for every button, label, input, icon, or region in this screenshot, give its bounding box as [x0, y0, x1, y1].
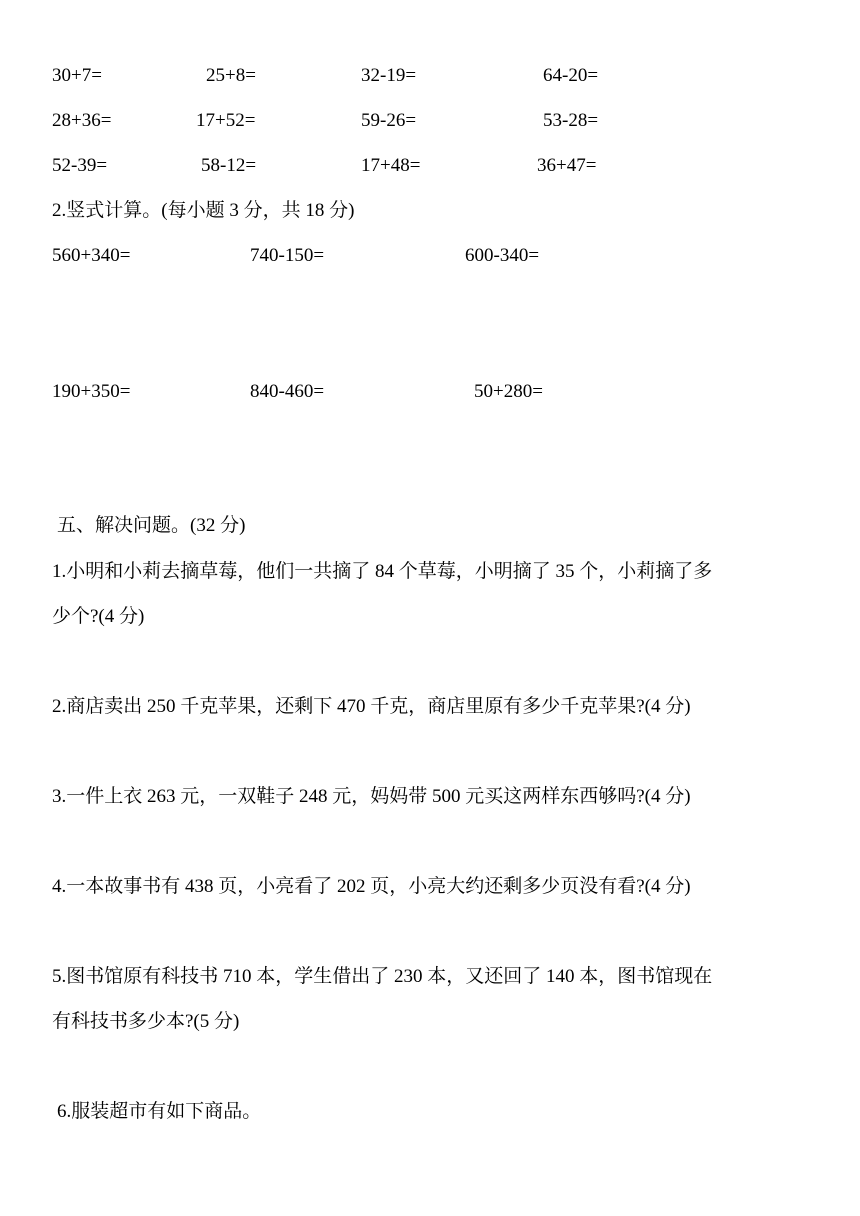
problem-1-line-2: 少个?(4 分) [52, 606, 145, 627]
section-heading: 五、解决问题。(32 分) [57, 515, 246, 536]
oral-calc-item: 25+8= [206, 65, 256, 86]
oral-calc-item: 32-19= [361, 65, 417, 86]
problem-4: 4.一本故事书有 438 页，小亮看了 202 页，小亮大约还剩多少页没有看?(4 分) [52, 876, 691, 897]
problem-5-line-1: 5.图书馆原有科技书 710 本，学生借出了 230 本，又还回了 140 本，图书馆现在 [52, 966, 713, 987]
vertical-calc-item: 190+350= [52, 381, 131, 402]
oral-calc-item: 17+52= [196, 110, 256, 131]
vertical-calc-item: 50+280= [474, 381, 543, 402]
oral-calc-item: 53-28= [543, 110, 599, 131]
oral-calc-item: 36+47= [537, 155, 597, 176]
oral-calc-item: 59-26= [361, 110, 417, 131]
oral-calc-item: 30+7= [52, 65, 102, 86]
vertical-calc-item: 840-460= [250, 381, 325, 402]
oral-calc-item: 64-20= [543, 65, 599, 86]
oral-calc-item: 52-39= [52, 155, 108, 176]
problem-1-line-1: 1.小明和小莉去摘草莓，他们一共摘了 84 个草莓，小明摘了 35 个，小莉摘了多 [52, 561, 713, 582]
vertical-calc-item: 600-340= [465, 245, 540, 266]
problem-5-line-2: 有科技书多少本?(5 分) [52, 1011, 240, 1032]
problem-2: 2.商店卖出 250 千克苹果，还剩下 470 千克，商店里原有多少千克苹果?(4 分) [52, 696, 691, 717]
oral-calc-item: 58-12= [201, 155, 257, 176]
vertical-calc-item: 560+340= [52, 245, 131, 266]
vertical-calc-heading: 2.竖式计算。(每小题 3 分，共 18 分) [52, 200, 355, 221]
oral-calc-item: 17+48= [361, 155, 421, 176]
problem-3: 3.一件上衣 263 元，一双鞋子 248 元，妈妈带 500 元买这两样东西够吗?(4 分) [52, 786, 691, 807]
problem-6: 6.服装超市有如下商品。 [57, 1101, 262, 1122]
oral-calc-item: 28+36= [52, 110, 112, 131]
vertical-calc-item: 740-150= [250, 245, 325, 266]
